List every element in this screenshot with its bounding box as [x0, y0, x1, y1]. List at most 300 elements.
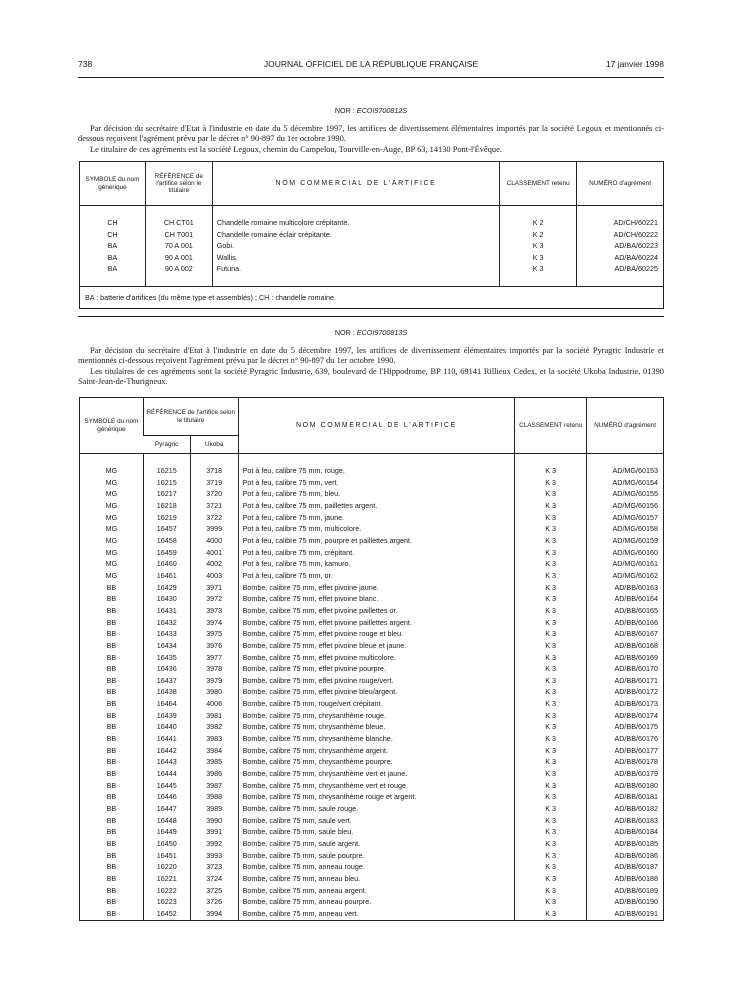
- table-row: [80, 477, 664, 489]
- table-row: [80, 838, 664, 850]
- cell-pyragric-ref: 16460: [143, 558, 190, 570]
- cell-pyragric-ref: 16217: [143, 488, 190, 500]
- cell-classement: K 2: [500, 229, 577, 241]
- cell-numero: AD/BB/60190: [587, 896, 664, 908]
- cell-nom: Bombe, calibre 75 mm, chrysanthème pourpre.: [238, 756, 515, 768]
- cell-ukoba-ref: 3980: [190, 686, 238, 698]
- cell-nom: Pot à feu, calibre 75 mm, jaune.: [238, 512, 515, 524]
- cell-symbole: BB: [106, 687, 117, 697]
- table-row: [80, 500, 664, 512]
- cell-symbole: BB: [106, 850, 117, 860]
- nor-code-2: ECOI9700813S: [356, 328, 408, 337]
- cell-nom: Pot à feu, calibre 75 mm, kamuro.: [238, 558, 515, 570]
- cell-pyragric-ref: 16459: [143, 547, 190, 559]
- cell-pyragric-ref: 16430: [143, 593, 190, 605]
- cell-numero: AD/CH/60222: [577, 229, 664, 241]
- cell-pyragric-ref: 16218: [143, 500, 190, 512]
- cell-numero: AD/BA/60224: [577, 252, 664, 264]
- notice-2-paragraph-1: Par décision du secrétaire d'Etat à l'industrie en date du 5 décembre 1997, les artifices de divertissement élémentaires importés par la société Pyragric Industrie et mentionnés ci-dessous reçoivent l'agrément prévu par le décret n° 90-897 du 1er octobre 1990.: [78, 346, 664, 366]
- cell-pyragric-ref: 16446: [143, 791, 190, 803]
- cell-symbole: BB: [106, 675, 117, 685]
- legoux-agrement-table: [79, 161, 664, 309]
- table-row: [80, 826, 664, 838]
- cell-numero: AD/MG/60161: [587, 558, 664, 570]
- cell-pyragric-ref: 16445: [143, 780, 190, 792]
- table-header-row: [80, 162, 664, 206]
- cell-symbole: MG: [105, 570, 118, 580]
- notice-2-paragraph-2: Les titulaires de ces agréments sont la société Pyragric Industrie, 639, boulevard de l'Hippodrome, BP 110, 69141 Rillieux Cedex, et la société Ukoba Industrie, 01390 Saint-Jean-de-Thurigneux.: [78, 366, 664, 387]
- cell-nom: Bombe, calibre 75 mm, saule vert.: [238, 815, 515, 827]
- table-row: [80, 756, 664, 768]
- table-header-row: [80, 398, 664, 436]
- journal-title: JOURNAL OFFICIEL DE LA RÉPUBLIQUE FRANÇAISE: [263, 59, 479, 69]
- table-footnote-row: [80, 286, 664, 308]
- cell-symbole: MG: [105, 524, 118, 534]
- cell-ukoba-ref: 3979: [190, 675, 238, 687]
- table-row: [80, 628, 664, 640]
- table-row: [80, 465, 664, 477]
- table-row: [80, 780, 664, 792]
- cell-numero: AD/BB/60175: [587, 721, 664, 733]
- col-header-reference: RÉFÉRENCE de l'artifice selon le titulaire: [143, 398, 238, 436]
- cell-classement: K 3: [515, 815, 587, 827]
- cell-symbole: CH: [107, 229, 118, 239]
- cell-nom: Gobi.: [212, 240, 499, 252]
- section-rule: [78, 316, 664, 317]
- cell-symbole: BB: [106, 605, 117, 615]
- cell-nom: Bombe, calibre 75 mm, anneau rouge.: [238, 861, 515, 873]
- cell-numero: AD/BB/60180: [587, 780, 664, 792]
- cell-symbole: BB: [106, 722, 117, 732]
- cell-classement: K 3: [515, 593, 587, 605]
- cell-numero: AD/BB/60163: [587, 582, 664, 594]
- col-header-symbole: SYMBOLE du nom générique: [84, 418, 139, 433]
- cell-classement: K 3: [515, 698, 587, 710]
- cell-symbole: BB: [106, 582, 117, 592]
- cell-numero: AD/MG/60157: [587, 512, 664, 524]
- cell-symbole: BB: [106, 827, 117, 837]
- cell-nom: Bombe, calibre 75 mm, saule rouge.: [238, 803, 515, 815]
- col-header-symbole: SYMBOLE du nom générique: [85, 176, 140, 191]
- cell-classement: K 3: [515, 768, 587, 780]
- notice-1-text: [78, 124, 664, 155]
- table-spacer: [80, 454, 664, 466]
- cell-ukoba-ref: 3999: [190, 523, 238, 535]
- cell-nom: Pot à feu, calibre 75 mm, pourpre et paillettes argent.: [238, 535, 515, 547]
- table-row: [80, 663, 664, 675]
- cell-nom: Bombe, calibre 75 mm, saule bleu.: [238, 826, 515, 838]
- table-row: [80, 229, 664, 241]
- header-rule: [78, 77, 664, 78]
- col-header-classement: CLASSEMENT retenu: [500, 162, 577, 206]
- table-row: [80, 593, 664, 605]
- cell-nom: Pot à feu, calibre 75 mm, bleu.: [238, 488, 515, 500]
- cell-symbole: BB: [106, 839, 117, 848]
- cell-classement: K 3: [500, 252, 577, 264]
- table-row: [80, 558, 664, 570]
- table-row: [80, 885, 664, 897]
- cell-classement: K 3: [515, 686, 587, 698]
- cell-numero: AD/BB/60164: [587, 593, 664, 605]
- cell-symbole: BB: [106, 792, 117, 802]
- issue-date: 17 janvier 1998: [605, 59, 664, 69]
- page-number: 738: [78, 59, 93, 69]
- cell-numero: AD/MG/60162: [587, 570, 664, 582]
- cell-pyragric-ref: 16440: [143, 721, 190, 733]
- cell-pyragric-ref: 16458: [143, 535, 190, 547]
- cell-numero: AD/BB/60182: [587, 803, 664, 815]
- table-row: [80, 850, 664, 862]
- cell-reference: 90 A 002: [145, 263, 212, 275]
- cell-symbole: BB: [106, 815, 117, 825]
- cell-nom: Wallis.: [212, 252, 499, 264]
- cell-pyragric-ref: 16438: [143, 686, 190, 698]
- cell-nom: Bombe, calibre 75 mm, effet pivoine bleue et jaune.: [238, 640, 515, 652]
- cell-pyragric-ref: 16432: [143, 617, 190, 629]
- table-row: [80, 488, 664, 500]
- cell-symbole: BB: [106, 699, 117, 709]
- cell-ukoba-ref: 3984: [190, 745, 238, 757]
- cell-ukoba-ref: 4003: [190, 570, 238, 582]
- cell-nom: Pot à feu, calibre 75 mm, rouge.: [238, 465, 515, 477]
- cell-pyragric-ref: 16449: [143, 826, 190, 838]
- cell-ukoba-ref: 3983: [190, 733, 238, 745]
- cell-nom: Bombe, calibre 75 mm, chrysanthème vert et jaune.: [238, 768, 515, 780]
- cell-reference: 70 A 001: [145, 240, 212, 252]
- cell-classement: K 3: [515, 558, 587, 570]
- cell-ukoba-ref: 3981: [190, 710, 238, 722]
- col-header-reference: RÉFÉRENCE de l'artifice selon le titulaire: [145, 162, 212, 206]
- cell-numero: AD/BA/60225: [577, 263, 664, 275]
- cell-classement: K 3: [515, 582, 587, 594]
- cell-numero: AD/BB/60189: [587, 885, 664, 897]
- col-header-classement: CLASSEMENT retenu: [515, 398, 587, 454]
- cell-ukoba-ref: 3720: [190, 488, 238, 500]
- cell-numero: AD/BB/60170: [587, 663, 664, 675]
- cell-nom: Bombe, calibre 75 mm, anneau pourpre.: [238, 896, 515, 908]
- cell-pyragric-ref: 16437: [143, 675, 190, 687]
- cell-ukoba-ref: 4006: [190, 698, 238, 710]
- cell-pyragric-ref: 16431: [143, 605, 190, 617]
- cell-symbole: BB: [106, 897, 117, 907]
- notice-1-paragraph-1: Par décision du secrétaire d'Etat à l'industrie en date du 5 décembre 1997, les artifices de divertissement élémentaires importés par la société Legoux et mentionnés ci-dessous reçoivent l'agrément prévu par le décret n° 90-897 du 1er octobre 1990.: [78, 124, 664, 144]
- pyragric-agrement-table: [79, 397, 664, 921]
- cell-numero: AD/BB/60187: [587, 861, 664, 873]
- cell-pyragric-ref: 16441: [143, 733, 190, 745]
- cell-symbole: BA: [107, 252, 118, 262]
- cell-symbole: MG: [105, 547, 118, 557]
- cell-symbole: BB: [106, 780, 117, 790]
- cell-ukoba-ref: 3988: [190, 791, 238, 803]
- cell-symbole: BB: [106, 617, 117, 627]
- cell-symbole: BB: [106, 873, 117, 883]
- table-row: [80, 605, 664, 617]
- table-row: [80, 721, 664, 733]
- cell-numero: AD/BB/60165: [587, 605, 664, 617]
- table-spacer: [80, 275, 664, 287]
- cell-ukoba-ref: 3726: [190, 896, 238, 908]
- cell-nom: Bombe, calibre 75 mm, effet pivoine blanc.: [238, 593, 515, 605]
- cell-pyragric-ref: 16435: [143, 652, 190, 664]
- cell-pyragric-ref: 16443: [143, 756, 190, 768]
- cell-ukoba-ref: 3724: [190, 873, 238, 885]
- cell-numero: AD/BB/60168: [587, 640, 664, 652]
- cell-numero: AD/BB/60171: [587, 675, 664, 687]
- cell-classement: K 3: [515, 885, 587, 897]
- cell-symbole: BB: [106, 640, 117, 650]
- nor-reference-2: NOR : ECOI9700813S: [334, 328, 408, 337]
- cell-ukoba-ref: 3982: [190, 721, 238, 733]
- cell-nom: Bombe, calibre 75 mm, effet pivoine rouge/vert.: [238, 675, 515, 687]
- cell-ukoba-ref: 3976: [190, 640, 238, 652]
- table-row: [80, 896, 664, 908]
- cell-pyragric-ref: 16464: [143, 698, 190, 710]
- cell-ukoba-ref: 3989: [190, 803, 238, 815]
- cell-numero: AD/BB/60183: [587, 815, 664, 827]
- cell-classement: K 3: [515, 500, 587, 512]
- cell-pyragric-ref: 16215: [143, 477, 190, 489]
- cell-nom: Bombe, calibre 75 mm, chrysanthème bleue.: [238, 721, 515, 733]
- cell-pyragric-ref: 16215: [143, 465, 190, 477]
- cell-classement: K 3: [515, 710, 587, 722]
- cell-classement: K 3: [515, 535, 587, 547]
- cell-pyragric-ref: 16451: [143, 850, 190, 862]
- cell-classement: K 3: [515, 523, 587, 535]
- cell-classement: K 3: [515, 605, 587, 617]
- cell-classement: K 3: [515, 465, 587, 477]
- table-row: [80, 815, 664, 827]
- cell-classement: K 3: [515, 477, 587, 489]
- table-row: [80, 675, 664, 687]
- cell-classement: K 3: [515, 570, 587, 582]
- cell-numero: AD/BB/60177: [587, 745, 664, 757]
- col-header-ukoba: Ukoba: [190, 436, 238, 454]
- cell-symbole: MG: [105, 466, 118, 475]
- cell-ukoba-ref: 3978: [190, 663, 238, 675]
- col-header-pyragric: Pyragric: [143, 436, 190, 454]
- cell-ukoba-ref: 3985: [190, 756, 238, 768]
- cell-classement: K 3: [515, 733, 587, 745]
- cell-nom: Bombe, calibre 75 mm, anneau vert.: [238, 908, 515, 920]
- cell-nom: Bombe, calibre 75 mm, chrysanthème rouge.: [238, 710, 515, 722]
- cell-pyragric-ref: 16448: [143, 815, 190, 827]
- cell-nom: Pot à feu, calibre 75 mm, multicolore.: [238, 523, 515, 535]
- cell-numero: AD/MG/60160: [587, 547, 664, 559]
- cell-pyragric-ref: 16436: [143, 663, 190, 675]
- table-row: [80, 263, 664, 275]
- cell-symbole: BB: [106, 769, 117, 779]
- table-row: [80, 686, 664, 698]
- cell-numero: AD/BB/60186: [587, 850, 664, 862]
- cell-ukoba-ref: 3723: [190, 861, 238, 873]
- cell-numero: AD/MG/60153: [587, 465, 664, 477]
- cell-pyragric-ref: 16221: [143, 873, 190, 885]
- cell-symbole: MG: [105, 535, 118, 545]
- cell-symbole: BB: [106, 652, 117, 662]
- cell-classement: K 3: [515, 850, 587, 862]
- cell-nom: Pot à feu, calibre 75 mm, or.: [238, 570, 515, 582]
- cell-nom: Chandelle romaine multicolore crépitante.: [212, 217, 499, 229]
- cell-classement: K 3: [500, 263, 577, 275]
- cell-numero: AD/BB/60178: [587, 756, 664, 768]
- table-row: [80, 217, 664, 229]
- table-row: [80, 791, 664, 803]
- cell-ukoba-ref: 3725: [190, 885, 238, 897]
- col-header-numero: NUMÉRO d'agrément: [587, 398, 664, 454]
- cell-symbole: BA: [107, 241, 118, 250]
- cell-nom: Bombe, calibre 75 mm, anneau bleu.: [238, 873, 515, 885]
- cell-pyragric-ref: 16219: [143, 512, 190, 524]
- cell-ukoba-ref: 3994: [190, 908, 238, 920]
- cell-ukoba-ref: 3719: [190, 477, 238, 489]
- cell-numero: AD/BB/60185: [587, 838, 664, 850]
- cell-pyragric-ref: 16434: [143, 640, 190, 652]
- cell-symbole: MG: [105, 489, 118, 499]
- cell-nom: Bombe, calibre 75 mm, saule argent.: [238, 838, 515, 850]
- cell-symbole: MG: [105, 512, 118, 522]
- cell-nom: Pot à feu, calibre 75 mm, vert.: [238, 477, 515, 489]
- cell-reference: 90 A 001: [145, 252, 212, 264]
- cell-ukoba-ref: 3975: [190, 628, 238, 640]
- cell-numero: AD/BA/60223: [577, 240, 664, 252]
- cell-classement: K 3: [515, 826, 587, 838]
- cell-nom: Bombe, calibre 75 mm, chrysanthème vert et rouge.: [238, 780, 515, 792]
- cell-numero: AD/BB/60179: [587, 768, 664, 780]
- cell-ukoba-ref: 3721: [190, 500, 238, 512]
- cell-nom: Bombe, calibre 75 mm, effet pivoine pourpre.: [238, 663, 515, 675]
- cell-pyragric-ref: 16444: [143, 768, 190, 780]
- cell-symbole: BB: [106, 885, 117, 895]
- col-header-numero: NUMÉRO d'agrément: [577, 162, 664, 206]
- cell-classement: K 3: [515, 488, 587, 500]
- cell-nom: Bombe, calibre 75 mm, effet pivoine paillettes argent.: [238, 617, 515, 629]
- table-row: [80, 523, 664, 535]
- cell-classement: K 3: [515, 547, 587, 559]
- cell-symbole: BB: [106, 804, 117, 814]
- cell-classement: K 3: [515, 628, 587, 640]
- cell-numero: AD/BB/60191: [587, 908, 664, 920]
- table-row: [80, 535, 664, 547]
- cell-ukoba-ref: 3971: [190, 582, 238, 594]
- cell-pyragric-ref: 16439: [143, 710, 190, 722]
- table-row: [80, 768, 664, 780]
- cell-symbole: BB: [106, 594, 117, 604]
- cell-numero: AD/MG/60155: [587, 488, 664, 500]
- cell-nom: Pot à feu, calibre 75 mm, paillettes argent.: [238, 500, 515, 512]
- cell-pyragric-ref: 16433: [143, 628, 190, 640]
- cell-ukoba-ref: 4000: [190, 535, 238, 547]
- cell-symbole: BB: [106, 862, 117, 872]
- cell-classement: K 3: [515, 617, 587, 629]
- cell-numero: AD/BB/60181: [587, 791, 664, 803]
- cell-ukoba-ref: 3722: [190, 512, 238, 524]
- cell-numero: AD/MG/60154: [587, 477, 664, 489]
- cell-numero: AD/BB/60174: [587, 710, 664, 722]
- cell-pyragric-ref: 16461: [143, 570, 190, 582]
- cell-pyragric-ref: 16220: [143, 861, 190, 873]
- cell-classement: K 3: [515, 791, 587, 803]
- table-row: [80, 710, 664, 722]
- cell-nom: Pot à feu, calibre 75 mm, crépitant.: [238, 547, 515, 559]
- cell-numero: AD/BB/60184: [587, 826, 664, 838]
- cell-pyragric-ref: 16442: [143, 745, 190, 757]
- cell-classement: K 3: [515, 721, 587, 733]
- cell-ukoba-ref: 3972: [190, 593, 238, 605]
- cell-symbole: MG: [105, 477, 118, 487]
- cell-nom: Bombe, calibre 75 mm, rouge/vert crépitant.: [238, 698, 515, 710]
- cell-numero: AD/MG/60156: [587, 500, 664, 512]
- cell-classement: K 3: [515, 861, 587, 873]
- table-row: [80, 873, 664, 885]
- cell-pyragric-ref: 16452: [143, 908, 190, 920]
- cell-classement: K 3: [515, 873, 587, 885]
- cell-symbole: MG: [105, 500, 118, 510]
- cell-classement: K 3: [500, 240, 577, 252]
- nor-code-1: ECOI9700812S: [356, 106, 408, 115]
- cell-symbole: BA: [107, 264, 118, 273]
- cell-classement: K 3: [515, 803, 587, 815]
- cell-classement: K 3: [515, 780, 587, 792]
- cell-numero: AD/BB/60188: [587, 873, 664, 885]
- cell-nom: Bombe, calibre 75 mm, effet pivoine bleu/argent.: [238, 686, 515, 698]
- cell-nom: Bombe, calibre 75 mm, chrysanthème blanche.: [238, 733, 515, 745]
- col-header-nom: NOM COMMERCIAL DE L'ARTIFICE: [212, 162, 499, 206]
- cell-symbole: BB: [106, 629, 117, 639]
- cell-classement: K 3: [515, 896, 587, 908]
- table-row: [80, 745, 664, 757]
- cell-numero: AD/BB/60169: [587, 652, 664, 664]
- cell-ukoba-ref: 3993: [190, 850, 238, 862]
- nor-reference-1: NOR : ECOI9700812S: [334, 106, 408, 115]
- table-row: [80, 698, 664, 710]
- table-row: [80, 512, 664, 524]
- cell-pyragric-ref: 16457: [143, 523, 190, 535]
- cell-nom: Bombe, calibre 75 mm, chrysanthème rouge et argent.: [238, 791, 515, 803]
- cell-numero: AD/BB/60167: [587, 628, 664, 640]
- cell-symbole: BB: [106, 710, 117, 720]
- cell-ukoba-ref: 4002: [190, 558, 238, 570]
- cell-numero: AD/BB/60173: [587, 698, 664, 710]
- cell-symbole: BB: [106, 734, 117, 744]
- table-body: [80, 465, 664, 920]
- cell-numero: AD/MG/60159: [587, 535, 664, 547]
- cell-nom: Bombe, calibre 75 mm, effet pivoine paillettes or.: [238, 605, 515, 617]
- cell-pyragric-ref: 16450: [143, 838, 190, 850]
- cell-nom: Bombe, calibre 75 mm, anneau argent.: [238, 885, 515, 897]
- table-footnote: BA : batterie d'artifices (du même type et assemblés) ; CH : chandelle romaine.: [80, 286, 664, 308]
- notice-2-text: [78, 346, 664, 388]
- table-row: [80, 582, 664, 594]
- cell-ukoba-ref: 3974: [190, 617, 238, 629]
- cell-classement: K 3: [515, 640, 587, 652]
- cell-nom: Bombe, calibre 75 mm, chrysanthème argent.: [238, 745, 515, 757]
- cell-nom: Futuna.: [212, 263, 499, 275]
- cell-nom: Bombe, calibre 75 mm, effet pivoine jaune.: [238, 582, 515, 594]
- cell-classement: K 3: [515, 745, 587, 757]
- notice-1-paragraph-2: Le titulaire de ces agréments est la société Legoux, chemin du Campelou, Tourville-en-Auge, BP 63, 14130 Pont-l'Évêque.: [90, 144, 502, 154]
- cell-classement: K 3: [515, 652, 587, 664]
- cell-numero: AD/MG/60158: [587, 523, 664, 535]
- cell-reference: CH CT01: [145, 217, 212, 229]
- table-row: [80, 640, 664, 652]
- cell-classement: K 3: [515, 838, 587, 850]
- cell-classement: K 2: [500, 217, 577, 229]
- cell-classement: K 3: [515, 756, 587, 768]
- cell-classement: K 3: [515, 512, 587, 524]
- table-spacer: [80, 206, 664, 218]
- table-row: [80, 652, 664, 664]
- cell-ukoba-ref: 3973: [190, 605, 238, 617]
